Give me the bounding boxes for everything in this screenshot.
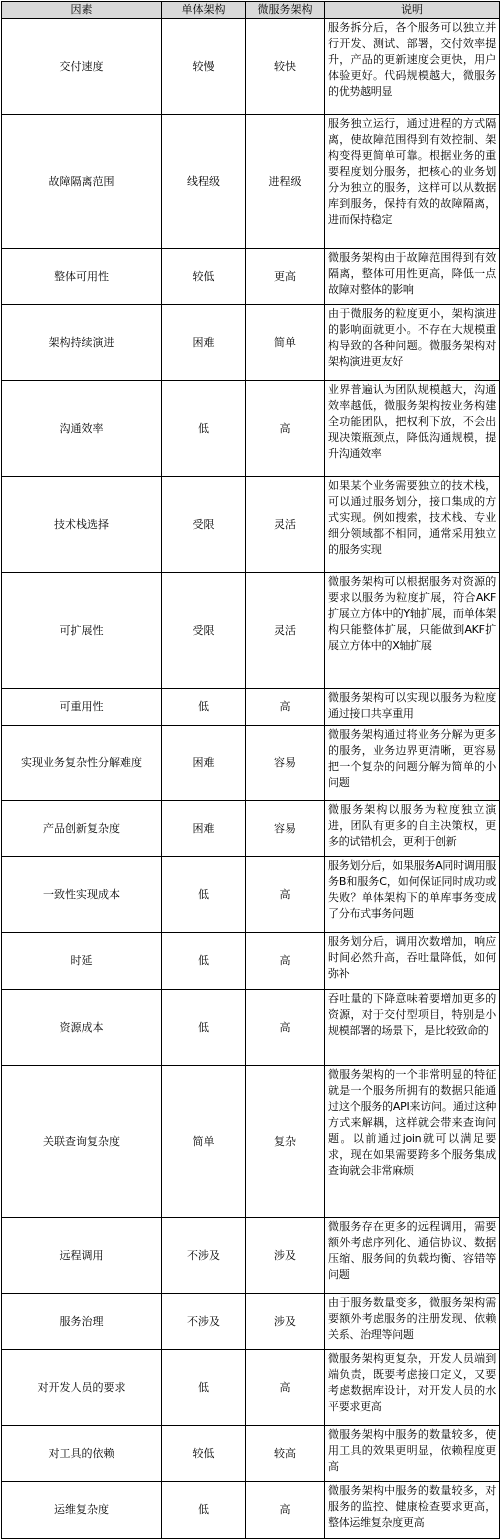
microservice-cell: 较高 [246, 1426, 325, 1482]
table-row [2, 115, 500, 249]
table-row [2, 801, 500, 857]
factor-cell: 资源成本 [2, 990, 162, 1066]
table-row [2, 1294, 500, 1350]
factor-cell: 运维复杂度 [2, 1482, 162, 1539]
table-row [2, 1350, 500, 1426]
microservice-cell: 高 [246, 990, 325, 1066]
description-cell: 由于微服务的粒度更小，架构演进的影响面就更小。不存在大规模重构导致的各种问题。微服务架构对架构演进更友好 [325, 305, 500, 381]
microservice-cell: 高 [246, 933, 325, 990]
monolithic-cell: 低 [162, 990, 246, 1066]
factor-cell: 故障隔离范围 [2, 115, 162, 249]
description-cell: 微服务架构更复杂，开发人员端到端负责，既要考虑接口定义，又要考虑数据库设计，对开发人员的水平要求更高 [325, 1350, 500, 1426]
monolithic-cell: 较低 [162, 1426, 246, 1482]
table-row [2, 477, 500, 573]
factor-cell: 产品创新复杂度 [2, 801, 162, 857]
factor-cell: 可扩展性 [2, 573, 162, 689]
table-row [2, 990, 500, 1066]
factor-cell: 沟通效率 [2, 381, 162, 477]
description-cell: 微服务架构以服务为粒度独立演进，团队有更多的自主决策权，更多的试错机会，更利于创新 [325, 801, 500, 857]
microservice-cell: 简单 [246, 305, 325, 381]
description-cell: 如果某个业务需要独立的技术栈，可以通过服务划分，接口集成的方式实现。例如搜索，技术栈、专业细分领域都不相同，通常采用独立的服务实现 [325, 477, 500, 573]
microservice-cell: 灵活 [246, 573, 325, 689]
table-row [2, 1426, 500, 1482]
microservice-cell: 灵活 [246, 477, 325, 573]
table-row [2, 933, 500, 990]
header-description: 说明 [325, 2, 500, 19]
table-row [2, 249, 500, 305]
monolithic-cell: 较慢 [162, 19, 246, 115]
description-cell: 微服务架构中服务的数量较多，对服务的监控、健康检查要求更高，整体运维复杂度更高 [325, 1482, 500, 1539]
factor-cell: 一致性实现成本 [2, 857, 162, 933]
microservice-cell: 涉及 [246, 1218, 325, 1294]
factor-cell: 对工具的依赖 [2, 1426, 162, 1482]
microservice-cell: 高 [246, 381, 325, 477]
factor-cell: 实现业务复杂性分解难度 [2, 726, 162, 801]
monolithic-cell: 困难 [162, 726, 246, 801]
monolithic-cell: 简单 [162, 1066, 246, 1218]
table-row [2, 689, 500, 726]
description-cell: 微服务架构中服务的数量较多，使用工具的效果更明显，依赖程度更高 [325, 1426, 500, 1482]
monolithic-cell: 不涉及 [162, 1294, 246, 1350]
header-microservice: 微服务架构 [246, 2, 325, 19]
description-cell: 微服务架构通过将业务分解为更多的服务，业务边界更清晰，更容易把一个复杂的问题分解为简单的小问题 [325, 726, 500, 801]
description-cell: 微服务架构的一个非常明显的特征就是一个服务所拥有的数据只能通过这个服务的API来访问。通过这种方式来解耦，这样就会带来查询问题。以前通过join就可以满足要求，现在如果需要跨多个服务集成查询就会非常麻烦 [325, 1066, 500, 1218]
factor-cell: 时延 [2, 933, 162, 990]
monolithic-cell: 低 [162, 1350, 246, 1426]
description-cell: 微服务架构可以实现以服务为粒度通过接口共享重用 [325, 689, 500, 726]
table-row [2, 1218, 500, 1294]
table-row [2, 1482, 500, 1539]
description-cell: 服务划分后，调用次数增加，响应时间必然升高，吞吐量降低，如何弥补 [325, 933, 500, 990]
monolithic-cell: 受限 [162, 573, 246, 689]
microservice-cell: 进程级 [246, 115, 325, 249]
microservice-cell: 高 [246, 689, 325, 726]
monolithic-cell: 低 [162, 857, 246, 933]
header-row [2, 2, 500, 19]
monolithic-cell: 低 [162, 689, 246, 726]
table-row [2, 726, 500, 801]
factor-cell: 交付速度 [2, 19, 162, 115]
microservice-cell: 容易 [246, 801, 325, 857]
comparison-table [1, 1, 500, 1539]
factor-cell: 对开发人员的要求 [2, 1350, 162, 1426]
monolithic-cell: 低 [162, 933, 246, 990]
monolithic-cell: 低 [162, 381, 246, 477]
microservice-cell: 较快 [246, 19, 325, 115]
table-row [2, 573, 500, 689]
microservice-cell: 更高 [246, 249, 325, 305]
microservice-cell: 高 [246, 1350, 325, 1426]
monolithic-cell: 低 [162, 1482, 246, 1539]
table-row [2, 19, 500, 115]
factor-cell: 架构持续演进 [2, 305, 162, 381]
description-cell: 微服务架构可以根据服务对资源的要求以服务为粒度扩展，符合AKF扩展立方体中的Y轴扩展，而单体架构只能整体扩展，只能做到AKF扩展立方体中的X轴扩展 [325, 573, 500, 689]
description-cell: 服务划分后，如果服务A同时调用服务B和服务C，如何保证同时成功或失败？单体架构下的单库事务变成了分布式事务问题 [325, 857, 500, 933]
description-cell: 吞吐量的下降意味着要增加更多的资源，对于交付型项目，特别是小规模部署的场景下，是比较致命的 [325, 990, 500, 1066]
microservice-cell: 高 [246, 1482, 325, 1539]
monolithic-cell: 不涉及 [162, 1218, 246, 1294]
microservice-cell: 容易 [246, 726, 325, 801]
monolithic-cell: 困难 [162, 801, 246, 857]
description-cell: 服务拆分后，各个服务可以独立并行开发、测试、部署，交付效率提升，产品的更新速度会更快，用户体验更好。代码规模越大，微服务的优势越明显 [325, 19, 500, 115]
microservice-cell: 高 [246, 857, 325, 933]
monolithic-cell: 线程级 [162, 115, 246, 249]
description-cell: 微服务架构由于故障范围得到有效隔离，整体可用性更高，降低一点故障对整体的影响 [325, 249, 500, 305]
header-monolithic: 单体架构 [162, 2, 246, 19]
description-cell: 业界普遍认为团队规模越大，沟通效率越低，微服务架构按业务构建全功能团队，把权利下放，不会出现决策瓶颈点，降低沟通规模，提升沟通效率 [325, 381, 500, 477]
description-cell: 服务独立运行，通过进程的方式隔离，使故障范围得到有效控制、架构变得更简单可靠。根据业务的重要程度划分服务，把核心的业务划分为独立的服务，这样可以从数据库到服务，保持有效的故障隔离，进而保持稳定 [325, 115, 500, 249]
description-cell: 微服务存在更多的远程调用，需要额外考虑序列化、通信协议、数据压缩、服务间的负载均衡、容错等问题 [325, 1218, 500, 1294]
table-row [2, 381, 500, 477]
table-row [2, 1066, 500, 1218]
table-row [2, 857, 500, 933]
header-factor: 因素 [2, 2, 162, 19]
factor-cell: 关联查询复杂度 [2, 1066, 162, 1218]
microservice-cell: 涉及 [246, 1294, 325, 1350]
monolithic-cell: 受限 [162, 477, 246, 573]
description-cell: 由于服务数量变多，微服务架构需要额外考虑服务的注册发现、依赖关系、治理等问题 [325, 1294, 500, 1350]
factor-cell: 服务治理 [2, 1294, 162, 1350]
table-row [2, 305, 500, 381]
monolithic-cell: 困难 [162, 305, 246, 381]
factor-cell: 整体可用性 [2, 249, 162, 305]
factor-cell: 可重用性 [2, 689, 162, 726]
microservice-cell: 复杂 [246, 1066, 325, 1218]
factor-cell: 技术栈选择 [2, 477, 162, 573]
factor-cell: 远程调用 [2, 1218, 162, 1294]
monolithic-cell: 较低 [162, 249, 246, 305]
